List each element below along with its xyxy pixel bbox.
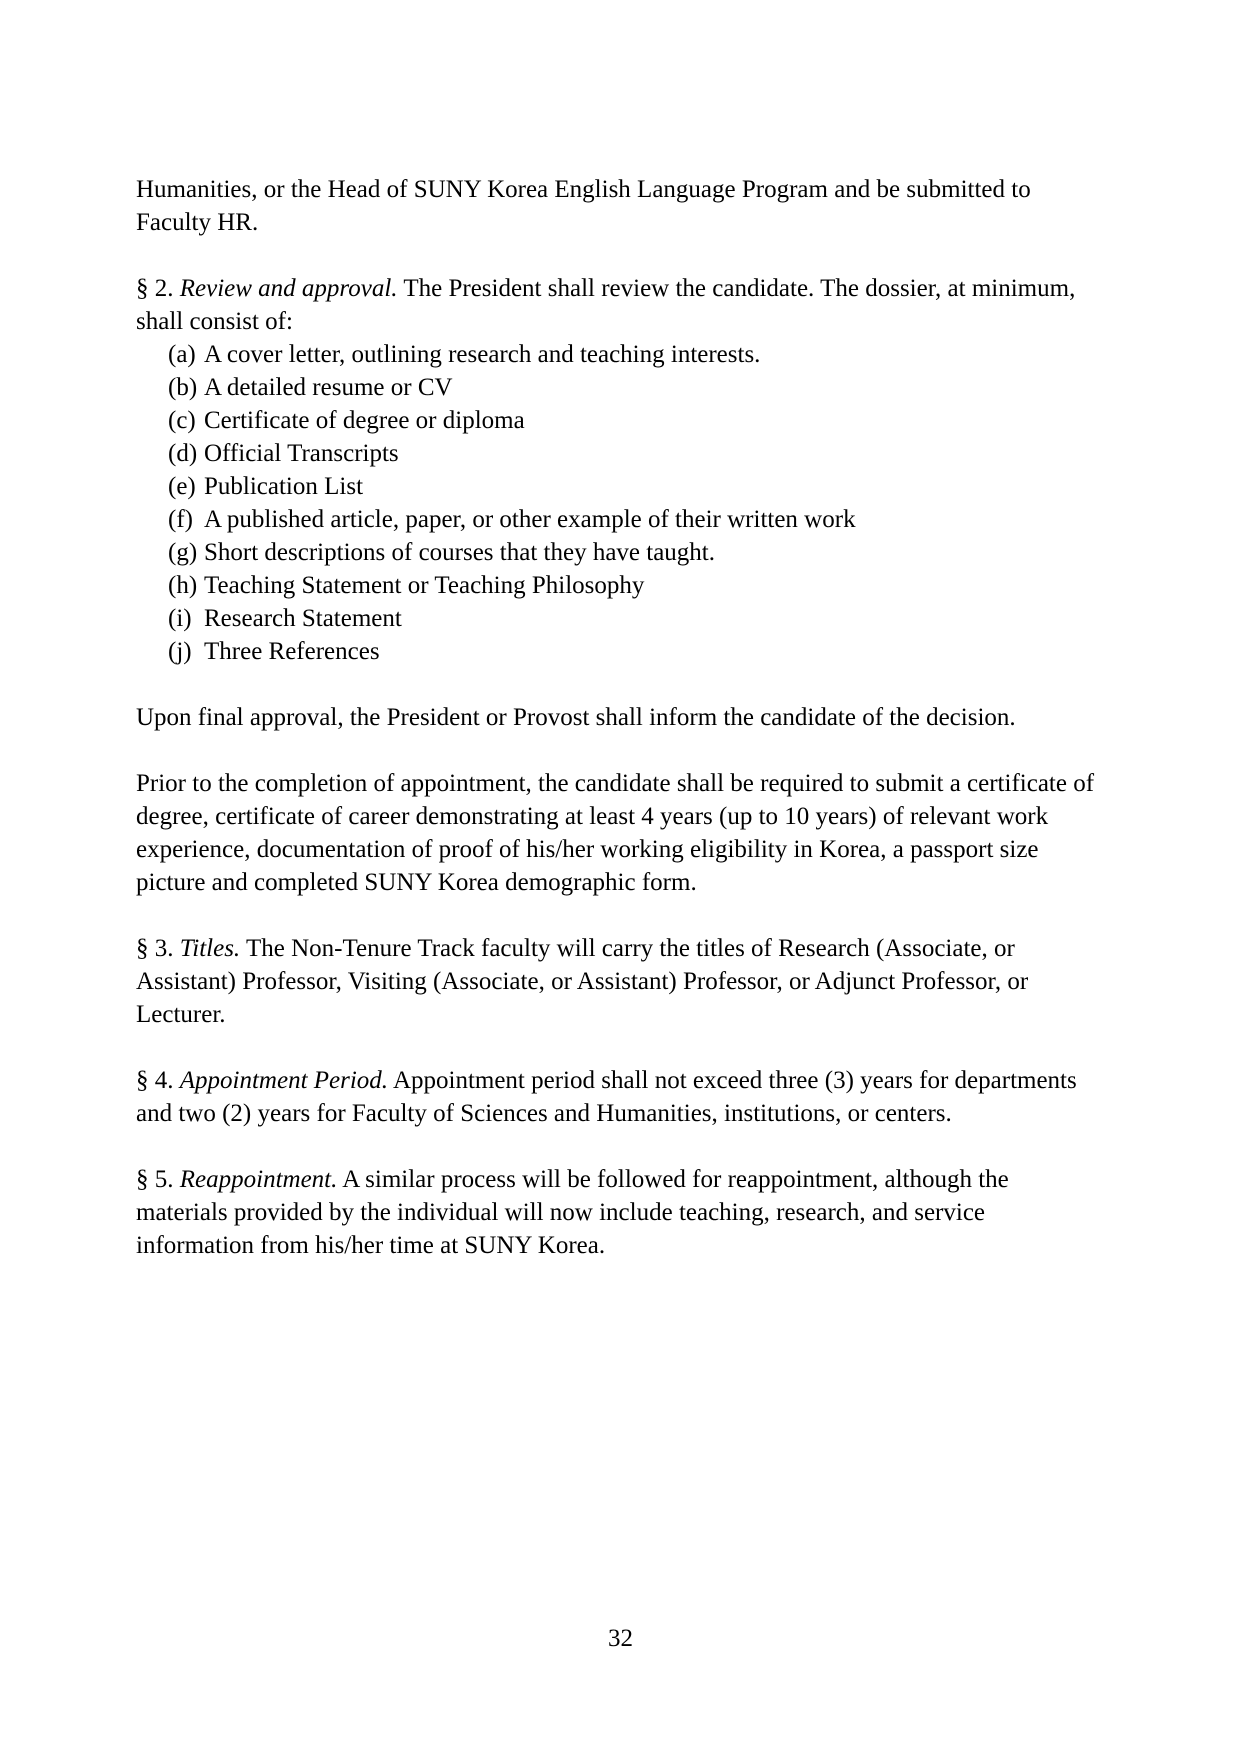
section-2-body: The President shall review the candidate. The dossier, at minimum, shall consist of:: [136, 275, 1076, 335]
list-item: [136, 470, 1105, 503]
section-5-paragraph: [136, 1163, 1105, 1262]
list-item-text: Publication List: [204, 473, 364, 500]
section-4-marker: § 4.: [136, 1067, 174, 1094]
section-4-title: Appointment Period.: [179, 1067, 389, 1094]
page-number: 32: [608, 1625, 633, 1652]
section-3-body: The Non-Tenure Track faculty will carry the titles of Research (Associate, or Assistant) Professor, Visiting (Associate, or Assistant) Professor, or Adjunct Professor, or Lecturer.: [136, 935, 1029, 1028]
prior-completion-text: Prior to the completion of appointment, the candidate shall be required to submit a certificate of degree, certificate of career demonstrating at least 4 years (up to 10 years) of relevant work experience, documentation of proof of his/her working eligibility in Korea, a passport size picture and completed SUNY Korea demographic form.: [136, 770, 1095, 896]
section-3-paragraph: [136, 932, 1105, 1031]
list-item: [136, 635, 1105, 668]
list-item-marker: (j): [168, 638, 192, 665]
section-5-title: Reappointment.: [179, 1166, 338, 1193]
list-item: [136, 437, 1105, 470]
document-body: [136, 173, 1105, 1262]
list-item-marker: (e): [168, 473, 196, 500]
prior-completion-paragraph: [136, 767, 1105, 899]
list-item-text: Certificate of degree or diploma: [204, 407, 525, 434]
section-4-paragraph: [136, 1064, 1105, 1130]
list-item-marker: (a): [168, 341, 196, 368]
list-item-text: A published article, paper, or other example of their written work: [204, 506, 856, 533]
list-item-text: A cover letter, outlining research and teaching interests.: [204, 341, 761, 368]
list-item: [136, 404, 1105, 437]
final-approval-paragraph: [136, 701, 1105, 734]
list-item-text: Short descriptions of courses that they have taught.: [204, 539, 715, 566]
list-item-marker: (c): [168, 407, 196, 434]
list-item-text: Research Statement: [204, 605, 402, 632]
section-3-title: Titles.: [179, 935, 241, 962]
list-item-text: Three References: [204, 638, 380, 665]
section-2-title: Review and approval.: [179, 275, 398, 302]
list-item: [136, 602, 1105, 635]
section-3-marker: § 3.: [136, 935, 174, 962]
list-item: [136, 338, 1105, 371]
list-item-marker: (g): [168, 539, 198, 566]
final-approval-text: Upon final approval, the President or Provost shall inform the candidate of the decision.: [136, 704, 1016, 731]
list-item-marker: (d): [168, 440, 198, 467]
list-item-marker: (f): [168, 506, 193, 533]
list-item-marker: (b): [168, 374, 198, 401]
list-item: [136, 371, 1105, 404]
list-item-marker: (i): [168, 605, 192, 632]
list-item: [136, 569, 1105, 602]
dossier-list: [136, 338, 1105, 668]
section-5-marker: § 5.: [136, 1166, 174, 1193]
section-2-marker: § 2.: [136, 275, 174, 302]
list-item: [136, 536, 1105, 569]
list-item-text: Official Transcripts: [204, 440, 399, 467]
list-item-text: A detailed resume or CV: [204, 374, 453, 401]
section-2-paragraph: [136, 272, 1105, 338]
list-item: [136, 503, 1105, 536]
list-item-text: Teaching Statement or Teaching Philosophy: [204, 572, 645, 599]
section-4-body: Appointment period shall not exceed three (3) years for departments and two (2) years for Faculty of Sciences and Humanities, institutions, or centers.: [136, 1067, 1077, 1127]
continued-paragraph-text: Humanities, or the Head of SUNY Korea English Language Program and be submitted to Faculty HR.: [136, 176, 1031, 236]
list-item-marker: (h): [168, 572, 198, 599]
continued-paragraph: [136, 173, 1105, 239]
section-5-body: A similar process will be followed for reappointment, although the materials provided by the individual will now include teaching, research, and service information from his/her time at SUNY Korea.: [136, 1166, 1009, 1259]
